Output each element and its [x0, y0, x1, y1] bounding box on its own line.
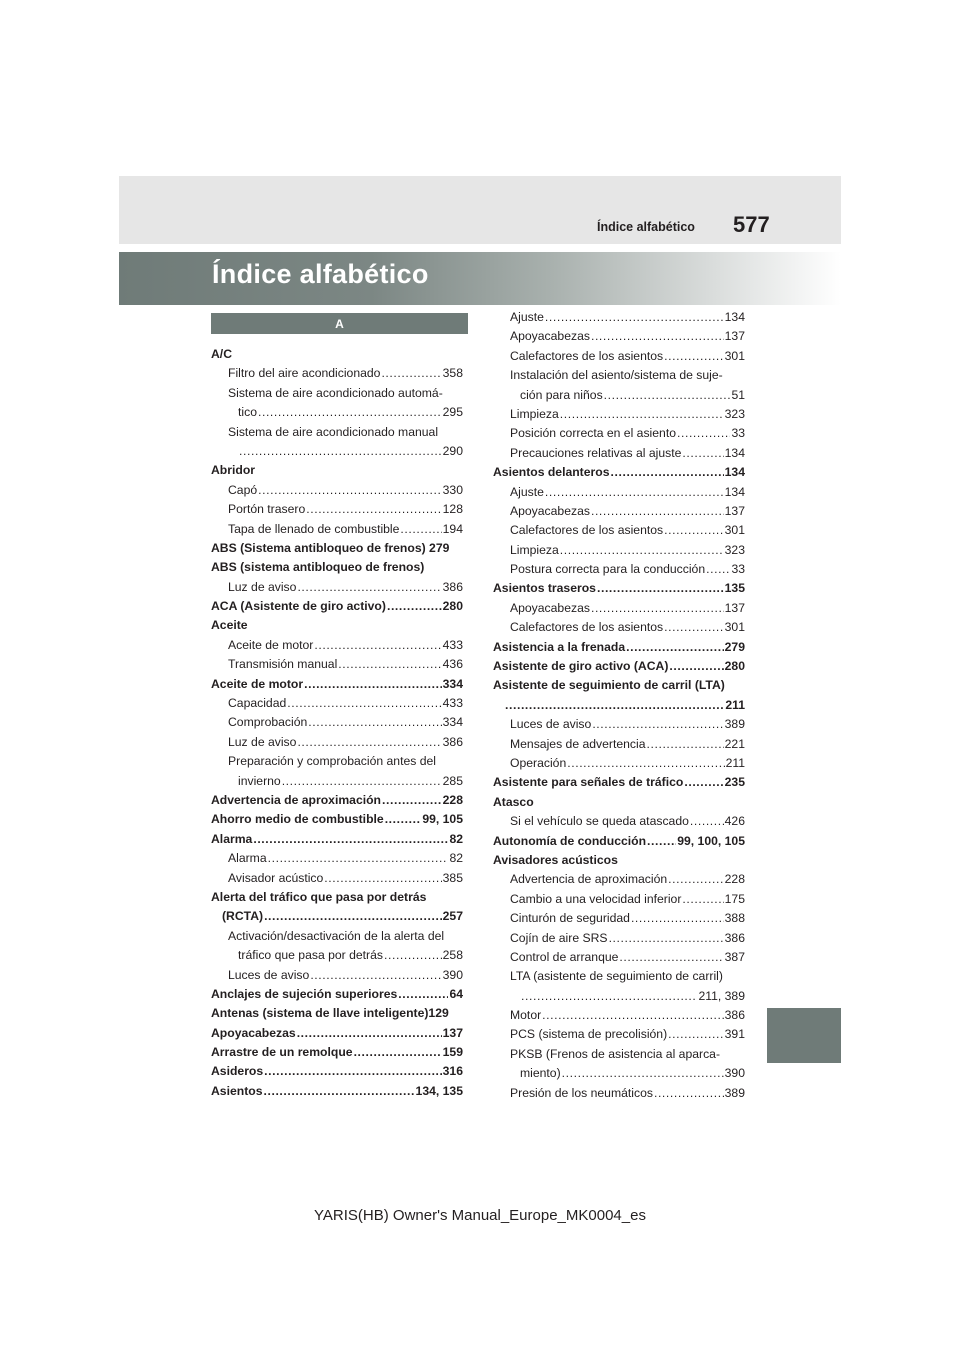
index-entry-page: 137: [442, 1025, 463, 1040]
dot-leader: [505, 696, 724, 715]
index-entry-label: PKSB (Frenos de asistencia al aparca-: [510, 1046, 720, 1061]
index-entry-label: Antenas (sistema de llave inteligente)129: [211, 1006, 449, 1021]
index-entry-label: Posición correcta en el asiento: [510, 426, 676, 441]
index-entry-label: Ahorro medio de combustible: [211, 812, 384, 827]
index-entry-label: Apoyacabezas: [510, 600, 590, 615]
index-entry-page: 235: [724, 775, 745, 790]
index-entry-label: (RCTA): [222, 909, 264, 924]
index-entry-page: 316: [442, 1064, 463, 1079]
index-entry-label: Luces de aviso: [510, 717, 592, 732]
index-entry-page: 82: [449, 851, 463, 866]
dot-leader: [324, 869, 441, 888]
index-entry-label: Control de arranque: [510, 949, 619, 964]
dot-leader: [664, 618, 724, 637]
index-entry-page: 211, 389: [698, 988, 745, 1003]
index-entry: [211, 423, 463, 442]
dot-leader: [253, 830, 448, 849]
index-entry-page: 211: [725, 697, 745, 712]
index-entry-label: Ajuste: [510, 310, 544, 324]
dot-leader: [268, 849, 449, 868]
index-entry-label: Asistente para señales de tráfico: [493, 775, 684, 790]
index-entry-label: Instalación del asiento/sistema de suje-: [510, 368, 723, 383]
index-entry: [493, 366, 745, 385]
index-entry: [211, 772, 463, 791]
dot-leader: [384, 946, 442, 965]
dot-leader: [297, 733, 441, 752]
dot-leader: [385, 810, 422, 829]
index-entry-page: 33: [731, 426, 745, 441]
index-entry-page: 433: [442, 696, 463, 711]
index-entry-page: 433: [442, 637, 463, 652]
index-entry-page: 280: [724, 659, 745, 674]
dot-leader: [542, 1006, 724, 1025]
index-entry: [211, 810, 463, 829]
running-head: Índice alfabético: [597, 220, 695, 234]
index-entry: [493, 579, 745, 598]
index-entry-page: 386: [724, 930, 745, 945]
index-entry-label: Operación: [510, 755, 567, 770]
index-entry-label: Filtro del aire acondicionado: [228, 366, 381, 381]
page-number: 577: [733, 212, 770, 237]
index-column-right: [493, 308, 745, 1103]
index-entry: [211, 1024, 463, 1043]
index-entry-page: 301: [724, 523, 745, 538]
index-entry-page: 134: [724, 465, 745, 480]
index-entry-page: 134: [724, 445, 745, 460]
index-entry: [493, 773, 745, 792]
index-entry-label: Autonomía de conducción: [493, 833, 647, 848]
index-entry: [493, 521, 745, 540]
index-entry-label: Asientos delanteros: [493, 465, 610, 480]
index-entry: [493, 638, 745, 657]
index-entry: [211, 442, 463, 461]
index-entry-page: 390: [442, 967, 463, 982]
dot-leader: [304, 675, 442, 694]
dot-leader: [258, 403, 442, 422]
index-entry: [493, 327, 745, 346]
index-entry: [493, 618, 745, 637]
index-entry: [211, 985, 463, 1004]
index-entry-label: Precauciones relativas al ajuste: [510, 445, 682, 460]
index-column-left: [211, 345, 463, 1101]
dot-leader: [664, 521, 724, 540]
dot-leader: [668, 1025, 724, 1044]
index-entry-label: Limpieza: [510, 406, 559, 421]
dot-leader: [354, 1043, 442, 1062]
index-entry: [211, 927, 463, 946]
index-entry-label: Avisador acústico: [228, 870, 324, 885]
dot-leader: [381, 364, 441, 383]
index-entry: [211, 1062, 463, 1081]
index-entry: [493, 1045, 745, 1064]
index-entry: [493, 308, 745, 327]
index-entry-label: Presión de los neumáticos: [510, 1085, 653, 1100]
index-entry-page: 82: [449, 831, 463, 846]
index-entry: [211, 655, 463, 674]
dot-leader: [690, 812, 724, 831]
index-entry: [493, 560, 745, 579]
index-entry-page: 387: [724, 949, 745, 964]
index-entry-label: Tapa de llenado de combustible: [228, 521, 400, 536]
dot-leader: [664, 347, 724, 366]
index-entry-label: invierno: [238, 773, 281, 788]
index-entry-page: 323: [724, 406, 745, 421]
index-entry-label: miento): [520, 1066, 561, 1081]
index-entry-page: 280: [442, 599, 463, 614]
index-entry-label: Calefactores de los asientos: [510, 620, 664, 635]
dot-leader: [387, 597, 442, 616]
dot-leader: [677, 424, 730, 443]
dot-leader: [591, 327, 724, 346]
index-entry: [493, 424, 745, 443]
index-entry: [493, 793, 745, 812]
index-entry: [493, 929, 745, 948]
index-entry: [493, 754, 745, 773]
index-entry: [493, 967, 745, 986]
index-entry: [211, 869, 463, 888]
index-entry: [211, 539, 463, 558]
index-entry: [211, 636, 463, 655]
index-entry-page: 279: [724, 639, 745, 654]
index-entry-label: Asistente de seguimiento de carril (LTA): [493, 678, 725, 693]
dot-leader: [647, 832, 676, 851]
dot-leader: [521, 987, 697, 1006]
index-entry-page: 385: [442, 870, 463, 885]
index-entry: [493, 832, 745, 851]
index-entry-label: Advertencia de aproximación: [510, 872, 668, 887]
index-entry-label: Alarma: [211, 831, 253, 846]
index-entry-label: tico: [238, 405, 257, 420]
index-entry-label: Capacidad: [228, 696, 287, 711]
index-entry-page: 64: [449, 986, 463, 1001]
index-entry-page: 137: [724, 600, 745, 615]
index-entry-label: Asistencia a la frenada: [493, 639, 626, 654]
dot-leader: [682, 890, 723, 909]
index-entry-label: Cojín de aire SRS: [510, 930, 608, 945]
index-entry-page: 386: [724, 1008, 745, 1023]
index-entry-page: 389: [724, 717, 745, 732]
index-entry: [211, 616, 463, 635]
dot-leader: [545, 308, 724, 327]
index-entry: [211, 888, 463, 907]
index-entry: [493, 463, 745, 482]
dot-leader: [597, 579, 724, 598]
index-entry-page: 426: [724, 814, 745, 829]
index-entry-label: Arrastre de un remolque: [211, 1045, 353, 1060]
index-entry-label: Transmisión manual: [228, 657, 338, 672]
index-entry-page: 135: [724, 581, 745, 596]
index-entry-label: Apoyacabezas: [510, 329, 590, 344]
index-entry: [493, 502, 745, 521]
index-entry-label: Portón trasero: [228, 502, 306, 517]
index-entry: [211, 461, 463, 480]
index-entry-page: 390: [724, 1066, 745, 1081]
index-entry-page: 389: [724, 1085, 745, 1100]
dot-leader: [619, 948, 723, 967]
index-entry-label: Sistema de aire acondicionado automá-: [228, 385, 443, 400]
index-entry: [211, 946, 463, 965]
index-entry: [493, 386, 745, 405]
index-entry-label: Luz de aviso: [228, 579, 297, 594]
index-entry: [493, 715, 745, 734]
index-entry: [211, 907, 463, 926]
index-entry-label: Mensajes de advertencia: [510, 736, 646, 751]
index-entry: [493, 909, 745, 928]
index-entry-label: Calefactores de los asientos: [510, 523, 664, 538]
index-entry-page: 358: [442, 366, 463, 381]
index-entry-page: 386: [442, 579, 463, 594]
index-entry: [211, 752, 463, 771]
index-entry: [211, 1004, 463, 1023]
index-entry-page: 137: [724, 329, 745, 344]
index-entry-label: Luz de aviso: [228, 734, 297, 749]
index-entry-page: 128: [442, 502, 463, 517]
index-entry: [493, 1084, 745, 1103]
dot-leader: [626, 638, 724, 657]
dot-leader: [382, 791, 442, 810]
dot-leader: [611, 463, 724, 482]
dot-leader: [592, 715, 723, 734]
index-entry-label: Motor: [510, 1008, 542, 1023]
index-entry-label: LTA (asistente de seguimiento de carril): [510, 969, 723, 984]
dot-leader: [591, 502, 724, 521]
index-entry: [493, 657, 745, 676]
index-entry: [493, 483, 745, 502]
index-entry-page: 301: [724, 348, 745, 363]
index-entry-label: Sistema de aire acondicionado manual: [228, 424, 439, 439]
dot-leader: [604, 386, 731, 405]
dot-leader: [668, 870, 723, 889]
index-entry-page: 99, 105: [422, 812, 463, 827]
dot-leader: [264, 1062, 442, 1081]
chapter-tab: [767, 1008, 841, 1063]
index-entry-page: 33: [731, 562, 745, 577]
index-entry-page: 51: [731, 387, 745, 402]
dot-leader: [338, 655, 441, 674]
index-entry-page: 285: [442, 773, 463, 788]
index-entry: [211, 830, 463, 849]
index-entry-page: 301: [724, 620, 745, 635]
dot-leader: [591, 599, 724, 618]
index-entry-label: Apoyacabezas: [510, 503, 590, 518]
index-entry: [493, 1064, 745, 1083]
index-entry: [211, 733, 463, 752]
index-entry: [493, 735, 745, 754]
dot-leader: [562, 1064, 724, 1083]
index-entry-label: Alarma: [228, 851, 267, 866]
index-entry: [211, 558, 463, 577]
section-letter-bar: [211, 313, 468, 334]
index-entry-page: 334: [442, 715, 463, 730]
index-entry: [211, 345, 463, 364]
index-entry-label: Advertencia de aproximación: [211, 792, 382, 807]
index-entry: [493, 851, 745, 870]
index-entry: [493, 870, 745, 889]
footer-manual-id: YARIS(HB) Owner's Manual_Europe_MK0004_es: [314, 1207, 646, 1224]
index-entry: [211, 481, 463, 500]
index-entry-label: Cinturón de seguridad: [510, 911, 630, 926]
dot-leader: [297, 1024, 442, 1043]
index-entry-page: 388: [724, 911, 745, 926]
index-entry-label: Preparación y comprobación antes del: [228, 754, 436, 769]
index-entry-page: 228: [724, 872, 745, 887]
index-entry-label: ABS (sistema antibloqueo de frenos): [211, 560, 425, 575]
index-entry-label: Apoyacabezas: [211, 1025, 296, 1040]
dot-leader: [567, 754, 724, 773]
index-entry-label: Aceite: [211, 618, 248, 633]
index-entry-page: 295: [442, 405, 463, 420]
dot-leader: [654, 1084, 724, 1103]
index-entry-label: Abridor: [211, 463, 256, 478]
index-entry: [211, 384, 463, 403]
index-entry-page: 386: [442, 734, 463, 749]
dot-leader: [263, 1082, 414, 1101]
index-entry-page: 134: [724, 310, 745, 324]
index-entry-page: 323: [724, 542, 745, 557]
index-entry-label: Activación/desactivación de la alerta del: [228, 928, 445, 943]
index-entry: [211, 849, 463, 868]
index-entry: [211, 1043, 463, 1062]
index-entry-label: ABS (Sistema antibloqueo de frenos) 279: [211, 540, 450, 555]
dot-leader: [264, 907, 442, 926]
index-entry-label: Asientos: [211, 1083, 263, 1098]
dot-leader: [706, 560, 730, 579]
index-entry: [493, 676, 745, 695]
dot-leader: [287, 694, 441, 713]
index-entry: [493, 812, 745, 831]
dot-leader: [308, 713, 441, 732]
index-entry-label: Aceite de motor: [228, 637, 314, 652]
index-entry-label: ACA (Asistente de giro activo): [211, 599, 386, 614]
index-entry-label: Calefactores de los asientos: [510, 348, 664, 363]
index-entry-label: Luces de aviso: [228, 967, 310, 982]
index-entry: [211, 713, 463, 732]
index-entry-page: 334: [442, 676, 463, 691]
index-entry-page: 228: [442, 792, 463, 807]
page-title: Índice alfabético: [212, 259, 429, 289]
dot-leader: [239, 442, 442, 461]
section-letter: A: [335, 316, 344, 331]
index-entry: [493, 541, 745, 560]
dot-leader: [400, 520, 441, 539]
index-entry-label: Alerta del tráfico que pasa por detrás: [211, 889, 427, 904]
index-entry-page: 137: [724, 503, 745, 518]
index-entry-page: 391: [724, 1027, 745, 1042]
index-entry-label: Capó: [228, 482, 258, 497]
index-entry-label: Avisadores acústicos: [493, 852, 618, 867]
index-entry-label: Asientos traseros: [493, 581, 596, 596]
index-entry-page: 290: [442, 443, 463, 458]
index-entry-label: PCS (sistema de precolisión): [510, 1027, 668, 1042]
index-entry: [493, 890, 745, 909]
index-entry: [493, 987, 745, 1006]
index-entry-label: Limpieza: [510, 542, 559, 557]
dot-leader: [282, 772, 442, 791]
index-entry-label: Asistente de giro activo (ACA): [493, 659, 669, 674]
index-entry-label: tráfico que pasa por detrás: [238, 948, 383, 963]
index-entry-label: Ajuste: [510, 484, 544, 499]
dot-leader: [258, 481, 442, 500]
dot-leader: [684, 773, 723, 792]
index-entry: [493, 696, 745, 715]
dot-leader: [545, 483, 724, 502]
index-entry: [211, 675, 463, 694]
dot-leader: [310, 966, 441, 985]
index-entry: [493, 1006, 745, 1025]
index-entry: [211, 1082, 463, 1101]
dot-leader: [682, 444, 723, 463]
index-entry-label: A/C: [211, 347, 232, 361]
index-entry: [211, 520, 463, 539]
index-entry: [493, 948, 745, 967]
index-entry: [493, 347, 745, 366]
index-entry: [493, 1025, 745, 1044]
index-entry-page: 330: [442, 482, 463, 497]
dot-leader: [669, 657, 723, 676]
index-entry: [211, 791, 463, 810]
index-entry-label: Cambio a una velocidad inferior: [510, 891, 682, 906]
index-entry-page: 257: [442, 909, 463, 924]
index-entry-page: 134: [724, 484, 745, 499]
dot-leader: [560, 541, 724, 560]
index-entry: [211, 403, 463, 422]
dot-leader: [560, 405, 724, 424]
index-entry-label: Comprobación: [228, 715, 308, 730]
index-entry: [211, 694, 463, 713]
dot-leader: [314, 636, 441, 655]
index-entry: [211, 500, 463, 519]
index-entry-label: ción para niños: [520, 387, 603, 402]
index-entry-page: 159: [442, 1045, 463, 1060]
dot-leader: [631, 909, 724, 928]
index-entry-page: 99, 100, 105: [677, 833, 745, 848]
index-entry-label: Postura correcta para la conducción: [510, 562, 706, 577]
index-entry-page: 211: [725, 755, 745, 770]
index-entry: [211, 578, 463, 597]
index-entry-label: Atasco: [493, 794, 534, 809]
index-entry-label: Aceite de motor: [211, 676, 304, 691]
index-entry: [493, 405, 745, 424]
index-entry: [493, 599, 745, 618]
index-entry: [493, 444, 745, 463]
index-entry-label: Anclajes de sujeción superiores: [211, 986, 398, 1001]
index-entry: [211, 364, 463, 383]
index-entry: [211, 597, 463, 616]
index-entry-page: 134, 135: [415, 1083, 463, 1098]
dot-leader: [647, 735, 724, 754]
dot-leader: [306, 500, 441, 519]
dot-leader: [609, 929, 724, 948]
index-entry-page: 194: [442, 521, 463, 536]
index-entry-page: 436: [442, 657, 463, 672]
dot-leader: [297, 578, 441, 597]
dot-leader: [398, 985, 448, 1004]
index-entry-label: Si el vehículo se queda atascado: [510, 814, 689, 829]
index-entry-label: Asideros: [211, 1064, 264, 1079]
index-entry-page: 258: [442, 948, 463, 963]
index-entry-page: 221: [724, 736, 745, 751]
index-entry-page: 175: [724, 891, 745, 906]
index-entry: [211, 966, 463, 985]
